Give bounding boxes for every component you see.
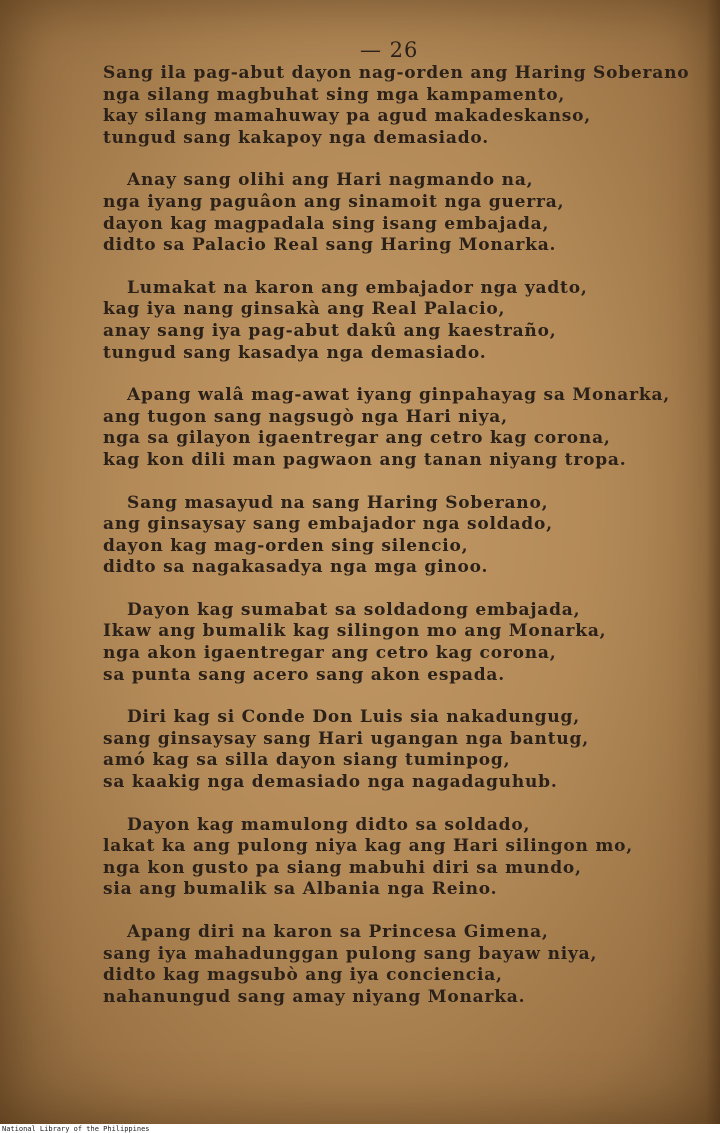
poem-body (103, 63, 690, 1029)
verse-line: sa punta sang acero sang akon espada. (103, 664, 505, 685)
verse-line: lakat ka ang pulong niya kag ang Hari silingon mo, (103, 836, 634, 857)
stanza (103, 385, 683, 471)
stanza (103, 922, 683, 1008)
verse-line: didto kag magsubò ang iya conciencia, (103, 965, 503, 986)
verse-line: Apang walâ mag-awat iyang ginpahayag sa Monarka, (127, 385, 670, 406)
stanza (103, 815, 683, 901)
stanza (103, 278, 683, 364)
verse-line: nga silang magbuhat sing mga kampamento, (103, 84, 566, 105)
stanza (103, 707, 683, 793)
verse-line: nahanungud sang amay niyang Monarka. (103, 986, 526, 1007)
verse-line: Dayon kag mamulong didto sa soldado, (127, 814, 531, 835)
stanza (103, 63, 690, 149)
verse-line: nga iyang paguâon ang sinamoit nga guerra, (103, 191, 565, 212)
verse-line: tungud sang kakapoy nga demasiado. (103, 127, 489, 148)
verse-line: didto sa Palacio Real sang Haring Monarka. (103, 235, 557, 256)
verse-line: nga sa gilayon igaentregar ang cetro kag corona, (103, 428, 611, 449)
verse-line: sa kaakig nga demasiado nga nagadaguhub. (103, 772, 558, 793)
verse-line: tungud sang kasadya nga demasiado. (103, 342, 487, 363)
verse-line: didto sa nagakasadya nga mga ginoo. (103, 557, 489, 578)
verse-line: Diri kag si Conde Don Luis sia nakadungug, (127, 707, 580, 728)
page-number: — 26 (360, 38, 419, 62)
verse-line: Ikaw ang bumalik kag silingon mo ang Monarka, (103, 621, 607, 642)
verse-line: Sang masayud na sang Haring Soberano, (127, 492, 549, 513)
page-right-edge (706, 0, 720, 1124)
verse-line: Sang ila pag-abut dayon nag-orden ang Haring Soberano (103, 63, 690, 83)
verse-line: nga akon igaentregar ang cetro kag corona, (103, 643, 557, 664)
verse-line: kay silang mamahuway pa agud makadeskanso, (103, 106, 591, 127)
stanza (103, 600, 683, 686)
verse-line: anay sang iya pag-abut dakû ang kaestraño, (103, 320, 557, 341)
verse-line: dayon kag mag-orden sing silencio, (103, 535, 469, 556)
verse-line: Dayon kag sumabat sa soldadong embajada, (127, 599, 581, 620)
verse-line: dayon kag magpadala sing isang embajada, (103, 213, 550, 234)
verse-line: ang ginsaysay sang embajador nga soldado, (103, 514, 553, 535)
verse-line: kag kon dili man pagwaon ang tanan niyang tropa. (103, 449, 627, 470)
verse-line: Apang diri na karon sa Princesa Gimena, (127, 922, 549, 942)
library-credit: National Library of the Philippines (2, 1125, 150, 1133)
verse-line: nga kon gusto pa siang mabuhi diri sa mundo, (103, 857, 582, 878)
verse-line: ang tugon sang nagsugò nga Hari niya, (103, 406, 508, 427)
verse-line: kag iya nang ginsakà ang Real Palacio, (103, 299, 506, 320)
verse-line: amó kag sa silla dayon siang tuminpog, (103, 750, 511, 771)
verse-line: Lumakat na karon ang embajador nga yadto, (127, 277, 588, 298)
verse-line: sang iya mahadunggan pulong sang bayaw niya, (103, 943, 598, 964)
verse-line: sia ang bumalik sa Albania nga Reino. (103, 879, 498, 900)
stanza (103, 493, 683, 579)
verse-line: sang ginsaysay sang Hari ugangan nga bantug, (103, 728, 589, 749)
verse-line: Anay sang olihi ang Hari nagmando na, (127, 170, 534, 191)
stanza (103, 170, 683, 256)
